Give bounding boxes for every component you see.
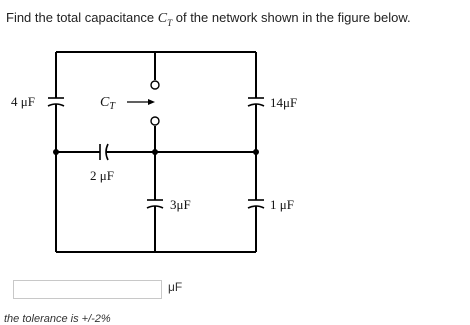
circuit-diagram [0, 40, 470, 270]
question-text-after: of the network shown in the figure below. [172, 10, 411, 25]
ct-label: $C_T$ [100, 95, 115, 112]
question-text [6, 10, 411, 28]
cap-right-bottom-label: 1 μF [270, 197, 294, 212]
answer-unit: μF [168, 280, 183, 294]
question-text-before: Find the total capacitance [6, 10, 158, 25]
cap-left-label: 4 μF [11, 94, 35, 109]
ct-arrow-head-icon [148, 99, 155, 105]
junction-left [53, 149, 59, 155]
cap-center-bottom-label: 3μF [170, 197, 191, 212]
question-ct-symbol: $C_T$ [157, 11, 173, 28]
junction-center [152, 149, 158, 155]
terminal-bottom [151, 117, 159, 125]
answer-input[interactable] [13, 280, 162, 299]
junction-right [253, 149, 259, 155]
terminal-top [151, 81, 159, 89]
cap-right-top-label: 14μF [270, 95, 298, 110]
tolerance-note: the tolerance is +/-2% [4, 313, 111, 325]
cap-middle-label: 2 μF [90, 168, 114, 183]
